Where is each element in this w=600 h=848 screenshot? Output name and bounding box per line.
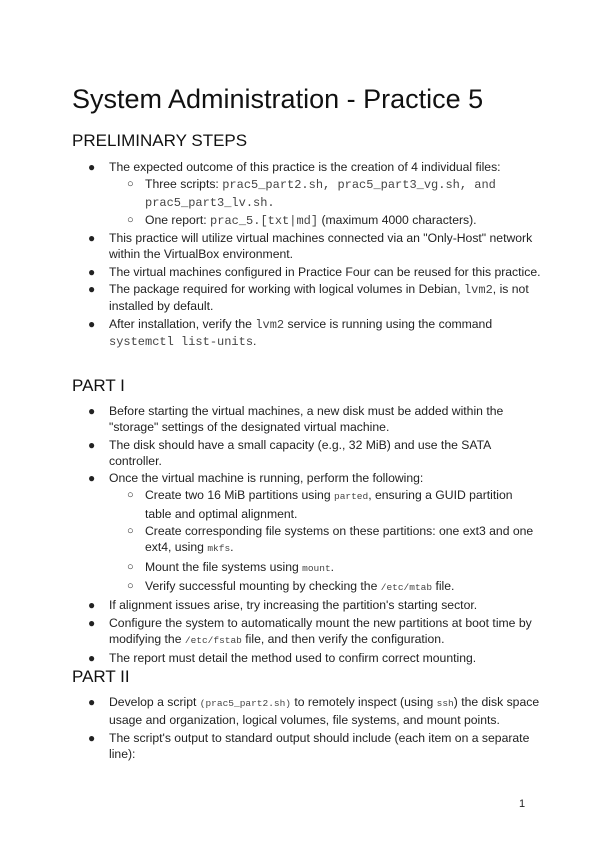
bullet-icon: ● — [88, 282, 96, 297]
sub-list-item: ○ One report: prac_5.[txt|md] (maximum 4000 characters). — [127, 212, 477, 228]
list-item: ● This practice will utilize virtual machines connected via an "Only-Host" network within the VirtualBox environment. — [88, 231, 533, 262]
heading-part-2: PART II — [72, 667, 130, 686]
list-item: ● Develop a script (prac5_part2.sh) to remotely inspect (using ssh) the disk space usage and organization, logical volumes, file systems, and mount points. — [88, 695, 540, 728]
list-preliminary — [72, 159, 542, 351]
bullet-icon: ● — [88, 231, 96, 246]
code-inline: parted — [334, 491, 369, 503]
bullet-icon: ● — [88, 615, 96, 630]
sub-bullet-icon: ○ — [127, 579, 134, 592]
code-inline: lvm2 — [255, 317, 285, 332]
bullet-icon: ● — [88, 651, 96, 666]
list-item: ● The disk should have a small capacity (e.g., 32 MiB) and use the SATA controller. — [88, 437, 491, 468]
list-item: ● The expected outcome of this practice is the creation of 4 individual files: — [88, 160, 501, 174]
sub-list-item: ○ Create corresponding file systems on these partitions: one ext3 and one ext4, using mkfs. — [127, 524, 534, 555]
bullet-icon: ● — [88, 437, 96, 452]
page-title: System Administration - Practice 5 — [72, 84, 484, 114]
bullet-icon: ● — [88, 598, 96, 613]
bullet-icon: ● — [88, 264, 96, 279]
list-item: ● The package required for working with logical volumes in Debian, lvm2, is not installed by default. — [88, 282, 529, 314]
list-part-2 — [72, 694, 542, 763]
list-item: ● If alignment issues arise, try increasing the partition's starting sector. — [88, 598, 478, 613]
list-item: ● The script's output to standard output should include (each item on a separate line): — [88, 730, 530, 761]
page-number: 1 — [519, 798, 526, 810]
bullet-icon: ● — [88, 404, 96, 418]
list-item: ● Once the virtual machine is running, perform the following: — [88, 471, 424, 486]
heading-part-1: PART I — [72, 376, 125, 395]
bullet-icon: ● — [88, 316, 96, 331]
sub-list-item: ○ Mount the file systems using mount. — [127, 559, 335, 574]
code-inline: mkfs — [207, 543, 231, 555]
code-inline: systemctl list-units — [109, 334, 254, 349]
code-inline: /etc/fstab — [184, 634, 242, 646]
sub-bullet-icon: ○ — [127, 213, 134, 226]
code-inline: lvm2 — [463, 283, 493, 298]
code-inline: prac_5.[txt|md] — [210, 213, 319, 228]
sub-list-item: ○ Verify successful mounting by checking the /etc/mtab file. — [127, 578, 455, 593]
sub-bullet-icon: ○ — [127, 178, 134, 191]
list-part-1 — [72, 403, 542, 667]
bullet-icon: ● — [88, 695, 96, 709]
list-item: ● After installation, verify the lvm2 service is running using the command systemctl list-units. — [88, 316, 493, 349]
code-inline: prac5_part2.sh, prac5_part3_vg.sh, and prac5_part3_lv.sh. — [145, 178, 496, 210]
code-inline: (prac5_part2.sh) — [199, 698, 291, 709]
list-item: ● The virtual machines configured in Practice Four can be reused for this practice. — [88, 264, 541, 279]
list-item: ● Before starting the virtual machines, a new disk must be added within the "storage" settings of the designated virtual machine. — [88, 404, 504, 435]
code-inline: mount — [302, 562, 331, 574]
sub-bullet-icon: ○ — [127, 525, 134, 538]
bullet-icon: ● — [88, 471, 96, 486]
sub-list-item: ○ Three scripts: prac5_part2.sh, prac5_part3_vg.sh, and prac5_part3_lv.sh. — [127, 177, 496, 210]
heading-preliminary-steps: PRELIMINARY STEPS — [72, 131, 248, 150]
code-inline: ssh — [436, 698, 454, 709]
bullet-icon: ● — [88, 160, 96, 174]
code-inline: /etc/mtab — [380, 581, 433, 593]
sub-bullet-icon: ○ — [127, 489, 134, 502]
list-item: ● Configure the system to automatically mount the new partitions at boot time by modifying the /etc/fstab file, and then verify the configuration. — [88, 615, 532, 646]
sub-bullet-icon: ○ — [127, 560, 134, 573]
bullet-icon: ● — [88, 730, 96, 745]
list-item: ● The report must detail the method used to confirm correct mounting. — [88, 651, 477, 666]
sub-list-item: ○ Create two 16 MiB partitions using parted, ensuring a GUID partition table and optimal alignment. — [127, 488, 513, 521]
